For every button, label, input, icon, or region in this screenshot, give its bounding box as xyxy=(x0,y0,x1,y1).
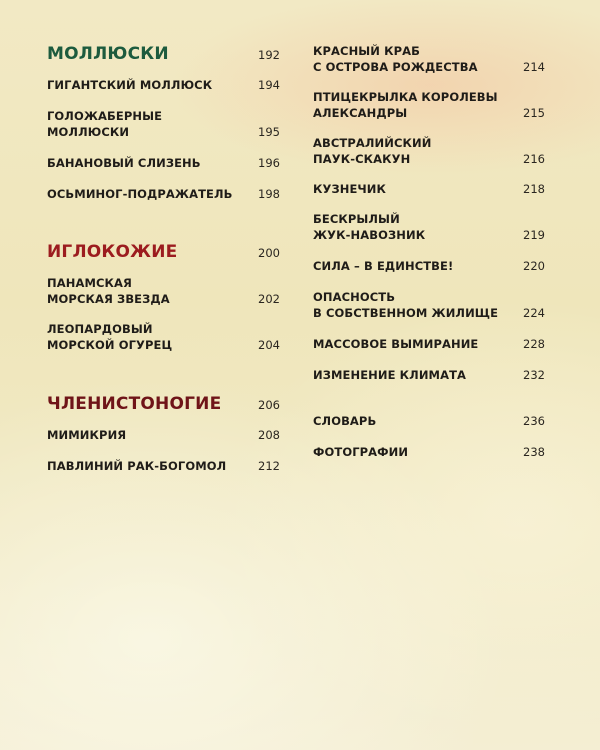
toc-entry[interactable] xyxy=(47,458,280,474)
toc-section-title: ЧЛЕНИСТОНОГИЕ xyxy=(47,394,222,414)
toc-section-echinoderms[interactable] xyxy=(47,241,280,263)
toc-entry[interactable] xyxy=(313,135,545,167)
toc-entry[interactable] xyxy=(47,108,280,140)
toc-entry[interactable] xyxy=(313,444,545,460)
toc-page-number: 204 xyxy=(258,338,280,352)
toc-page-number: 202 xyxy=(258,292,280,306)
toc-entry-title: СЛОВАРЬ xyxy=(313,414,377,428)
toc-entry[interactable] xyxy=(313,336,545,352)
toc-entry-title: КРАСНЫЙ КРАБ С ОСТРОВА РОЖДЕСТВА xyxy=(313,44,478,74)
toc-page-number: 194 xyxy=(258,78,280,92)
toc-entry-title: БАНАНОВЫЙ СЛИЗЕНЬ xyxy=(47,156,201,170)
toc-entry-title: ЛЕОПАРДОВЫЙ МОРСКОЙ ОГУРЕЦ xyxy=(47,322,173,352)
toc-entry[interactable] xyxy=(47,275,280,307)
toc-entry-title: ОСЬМИНОГ-ПОДРАЖАТЕЛЬ xyxy=(47,187,233,201)
toc-entry-title: БЕСКРЫЛЫЙ ЖУК-НАВОЗНИК xyxy=(313,212,426,242)
toc-page-number: 220 xyxy=(523,259,545,273)
toc-right-column xyxy=(313,43,545,460)
toc-page-number: 195 xyxy=(258,125,280,139)
toc-entry-title: ОПАСНОСТЬ В СОБСТВЕННОМ ЖИЛИЩЕ xyxy=(313,290,499,320)
toc-page-number: 224 xyxy=(523,306,545,320)
toc-entry[interactable] xyxy=(47,427,280,443)
toc-page-number: 200 xyxy=(258,246,280,260)
toc-page-number: 236 xyxy=(523,414,545,428)
toc-entry-title: ПТИЦЕКРЫЛКА КОРОЛЕВЫ АЛЕКСАНДРЫ xyxy=(313,90,498,120)
toc-entry[interactable] xyxy=(47,321,280,353)
toc-page-number: 196 xyxy=(258,156,280,170)
toc-entry[interactable] xyxy=(313,289,545,321)
toc-section-title: МОЛЛЮСКИ xyxy=(47,44,169,64)
toc-entry-title: ПАНАМСКАЯ МОРСКАЯ ЗВЕЗДА xyxy=(47,276,170,306)
toc-entry[interactable] xyxy=(313,89,545,121)
toc-page-number: 206 xyxy=(258,398,280,412)
toc-page-number: 215 xyxy=(523,106,545,120)
toc-page-number: 238 xyxy=(523,445,545,459)
toc-entry-title: МИМИКРИЯ xyxy=(47,428,127,442)
toc-entry-title: СИЛА – В ЕДИНСТВЕ! xyxy=(313,259,454,273)
toc-entry-title: КУЗНЕЧИК xyxy=(313,182,387,196)
toc-section-title: ИГЛОКОЖИЕ xyxy=(47,242,178,262)
toc-entry-title: ГИГАНТСКИЙ МОЛЛЮСК xyxy=(47,78,213,92)
toc-page-number: 218 xyxy=(523,182,545,196)
toc-entry[interactable] xyxy=(313,258,545,274)
toc-entry[interactable] xyxy=(313,413,545,429)
toc-entry[interactable] xyxy=(313,181,545,197)
toc-entry-title: МАССОВОЕ ВЫМИРАНИЕ xyxy=(313,337,479,351)
toc-entry[interactable] xyxy=(313,367,545,383)
toc-entry-title: ПАВЛИНИЙ РАК-БОГОМОЛ xyxy=(47,459,227,473)
toc-page-number: 232 xyxy=(523,368,545,382)
toc-entry-title: ФОТОГРАФИИ xyxy=(313,445,409,459)
toc-entry[interactable] xyxy=(313,211,545,243)
toc-section-molluscs[interactable] xyxy=(47,43,280,65)
toc-entry[interactable] xyxy=(313,43,545,75)
toc-page-number: 212 xyxy=(258,459,280,473)
toc-section-arthropods[interactable] xyxy=(47,393,280,415)
toc-page-number: 214 xyxy=(523,60,545,74)
toc-entry[interactable] xyxy=(47,155,280,171)
toc-entry-title: АВСТРАЛИЙСКИЙ ПАУК-СКАКУН xyxy=(313,136,432,166)
toc-entry-title: ГОЛОЖАБЕРНЫЕ МОЛЛЮСКИ xyxy=(47,109,163,139)
toc-page-number: 208 xyxy=(258,428,280,442)
toc-page-number: 216 xyxy=(523,152,545,166)
toc-entry[interactable] xyxy=(47,77,280,93)
toc-page-number: 219 xyxy=(523,228,545,242)
toc-page-number: 228 xyxy=(523,337,545,351)
toc-entry-title: ИЗМЕНЕНИЕ КЛИМАТА xyxy=(313,368,467,382)
toc-page-number: 192 xyxy=(258,48,280,62)
toc-left-column xyxy=(47,43,280,474)
toc-page-number: 198 xyxy=(258,187,280,201)
toc-entry[interactable] xyxy=(47,186,280,202)
